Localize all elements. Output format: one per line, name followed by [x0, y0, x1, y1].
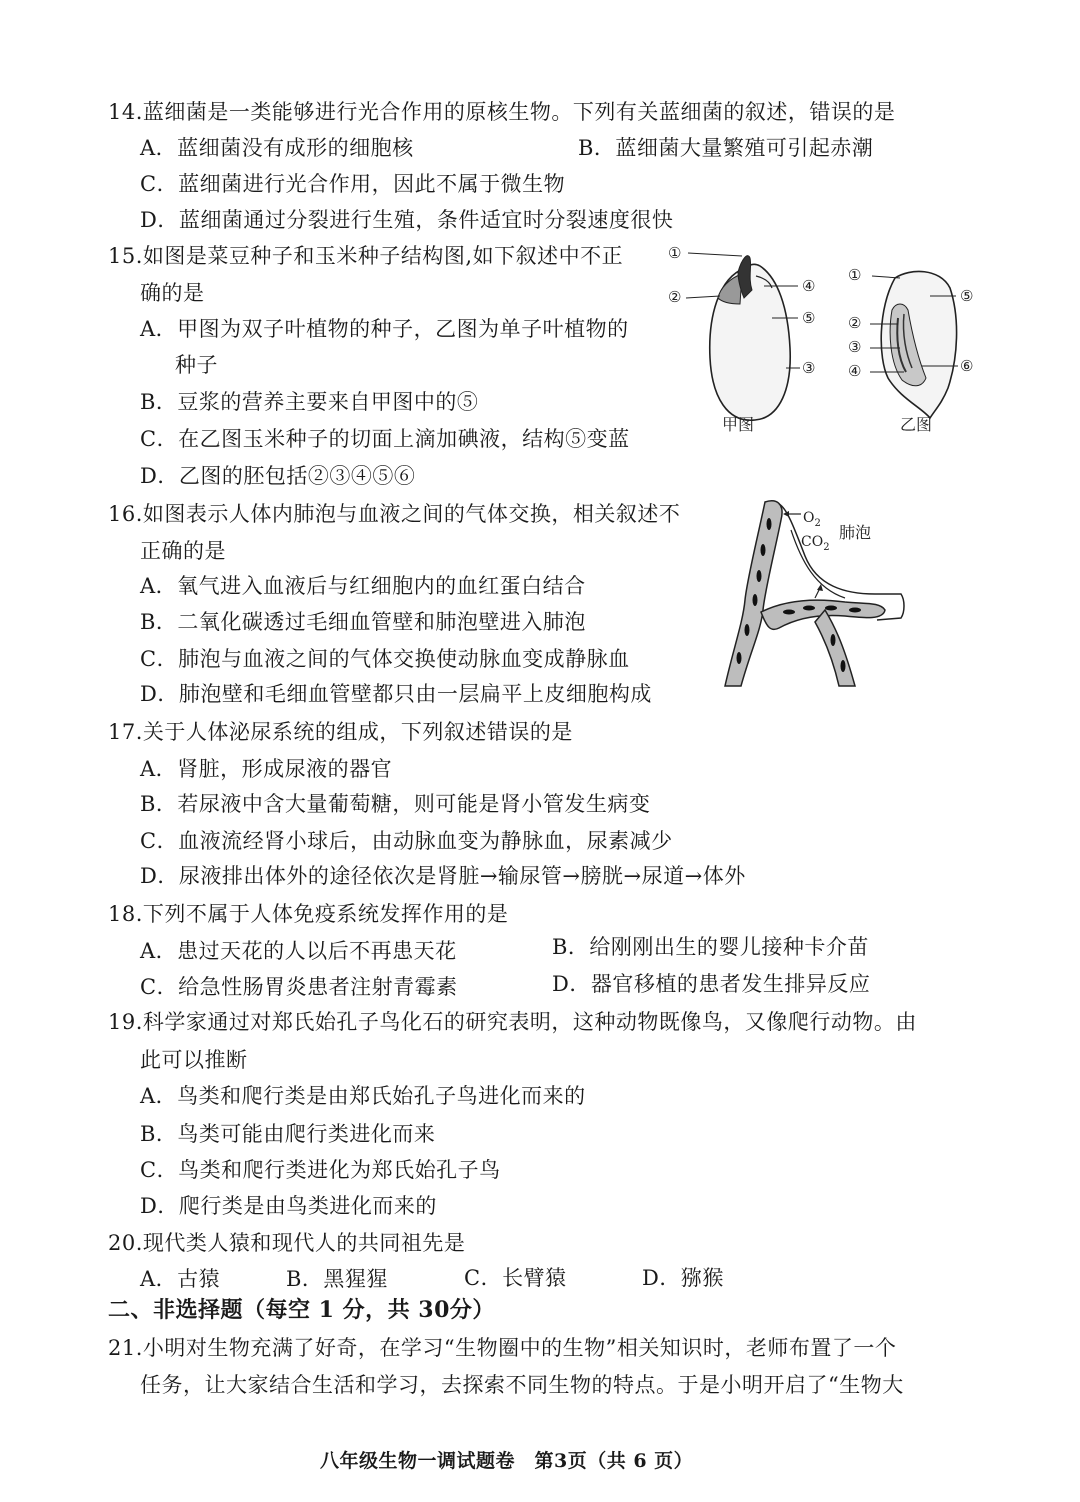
q15-option-a: A．甲图为双子叶植物的种子，乙图为单子叶植物的	[140, 317, 629, 341]
q14-option-b: B．蓝细菌大量繁殖可引起赤潮	[578, 136, 874, 160]
q18-option-a: A．患过天花的人以后不再患天花	[140, 939, 457, 963]
o2-label: $O_2$	[803, 510, 821, 529]
corn-seed-diagram	[848, 266, 973, 434]
q17-stem: 17.关于人体泌尿系统的组成，下列叙述错误的是	[108, 720, 573, 744]
q14-option-d: D．蓝细菌通过分裂进行生殖，条件适宜时分裂速度很快	[140, 208, 674, 232]
q16-option-c: C．肺泡与血液之间的气体交换使动脉血变成静脉血	[140, 647, 630, 671]
q16-option-a: A．氧气进入血液后与红细胞内的血红蛋白结合	[140, 574, 586, 598]
q20-option-b: B．黑猩猩	[286, 1267, 388, 1291]
section-2-heading: 二、非选择题（每空 1 分，共 30分）	[108, 1297, 495, 1323]
q14-option-c: C．蓝细菌进行光合作用，因此不属于微生物	[140, 172, 566, 196]
q19-stem-line1: 19.科学家通过对郑氏始孔子鸟化石的研究表明，这种动物既像鸟，又像爬行动物。由	[108, 1010, 917, 1034]
q14-option-a: A．蓝细菌没有成形的细胞核	[140, 136, 414, 160]
q15-stem-line2: 确的是	[140, 281, 205, 305]
q17-option-b: B．若尿液中含大量葡萄糖，则可能是肾小管发生病变	[140, 792, 651, 816]
q15-option-d: D．乙图的胚包括②③④⑤⑥	[140, 464, 416, 488]
q18-option-d: D．器官移植的患者发生排异反应	[552, 972, 871, 996]
bean-mark-3: ③	[802, 359, 816, 377]
q17-option-a: A．肾脏，形成尿液的器官	[140, 757, 393, 781]
q16-stem-line2: 正确的是	[140, 539, 226, 563]
alveolus-gas-exchange-figure	[705, 490, 920, 700]
bean-mark-2: ②	[668, 288, 682, 306]
q18-option-b: B．给刚刚出生的婴儿接种卡介苗	[552, 935, 869, 959]
bean-mark-1: ①	[668, 244, 682, 262]
bean-mark-4: ④	[802, 277, 816, 295]
co2-label: $CO_2$	[801, 534, 830, 553]
q20-option-a: A．古猿	[140, 1267, 221, 1291]
q17-option-c: C．血液流经肾小球后，由动脉血变为静脉血，尿素减少	[140, 829, 673, 853]
q15-stem-line1: 15.如图是菜豆种子和玉米种子结构图,如下叙述中不正	[108, 244, 624, 268]
bean-mark-5: ⑤	[802, 309, 816, 327]
q16-stem-line1: 16.如图表示人体内肺泡与血液之间的气体交换，相关叙述不	[108, 502, 681, 526]
q15-option-b: B．豆浆的营养主要来自甲图中的⑤	[140, 390, 479, 414]
q20-stem: 20.现代类人猿和现代人的共同祖先是	[108, 1231, 466, 1255]
q15-option-a-cont: 种子	[175, 353, 218, 377]
bean-seed-diagram	[668, 244, 815, 434]
q21-line1: 21.小明对生物充满了好奇，在学习“生物圈中的生物”相关知识时，老师布置了一个	[108, 1336, 897, 1360]
q20-option-c: C．长臂猿	[464, 1266, 567, 1290]
bean-figure-label: 甲图	[722, 415, 755, 434]
corn-mark-3: ③	[848, 338, 862, 356]
q18-stem: 18.下列不属于人体免疫系统发挥作用的是	[108, 902, 509, 926]
corn-figure-label: 乙图	[900, 415, 933, 434]
corn-mark-6: ⑥	[960, 357, 974, 375]
corn-mark-1: ①	[848, 266, 862, 284]
q19-option-d: D．爬行类是由鸟类进化而来的	[140, 1194, 437, 1218]
alveolus-label: 肺泡	[839, 523, 872, 542]
q16-option-b: B．二氧化碳透过毛细血管壁和肺泡壁进入肺泡	[140, 610, 586, 634]
q19-stem-line2: 此可以推断	[140, 1048, 248, 1072]
q15-option-c: C．在乙图玉米种子的切面上滴加碘液，结构⑤变蓝	[140, 427, 630, 451]
q19-option-b: B．鸟类可能由爬行类进化而来	[140, 1122, 436, 1146]
corn-mark-4: ④	[848, 362, 862, 380]
corn-mark-5: ⑤	[960, 287, 974, 305]
q21-line2: 任务，让大家结合生活和学习，去探索不同生物的特点。于是小明开启了“生物大	[140, 1373, 904, 1397]
q16-option-d: D．肺泡壁和毛细血管壁都只由一层扁平上皮细胞构成	[140, 682, 652, 706]
q19-option-a: A．鸟类和爬行类是由郑氏始孔子鸟进化而来的	[140, 1084, 586, 1108]
page-footer: 八年级生物一调试题卷 第3页（共 6 页）	[320, 1450, 694, 1472]
q17-option-d: D．尿液排出体外的途径依次是肾脏→输尿管→膀胱→尿道→体外	[140, 864, 746, 888]
seed-structure-figure	[660, 238, 990, 443]
q20-option-d: D．猕猴	[642, 1266, 724, 1290]
corn-mark-2: ②	[848, 314, 862, 332]
q14-stem: 14.蓝细菌是一类能够进行光合作用的原核生物。下列有关蓝细菌的叙述，错误的是	[108, 100, 896, 124]
q18-option-c: C．给急性肠胃炎患者注射青霉素	[140, 975, 458, 999]
q19-option-c: C．鸟类和爬行类进化为郑氏始孔子鸟	[140, 1158, 501, 1182]
